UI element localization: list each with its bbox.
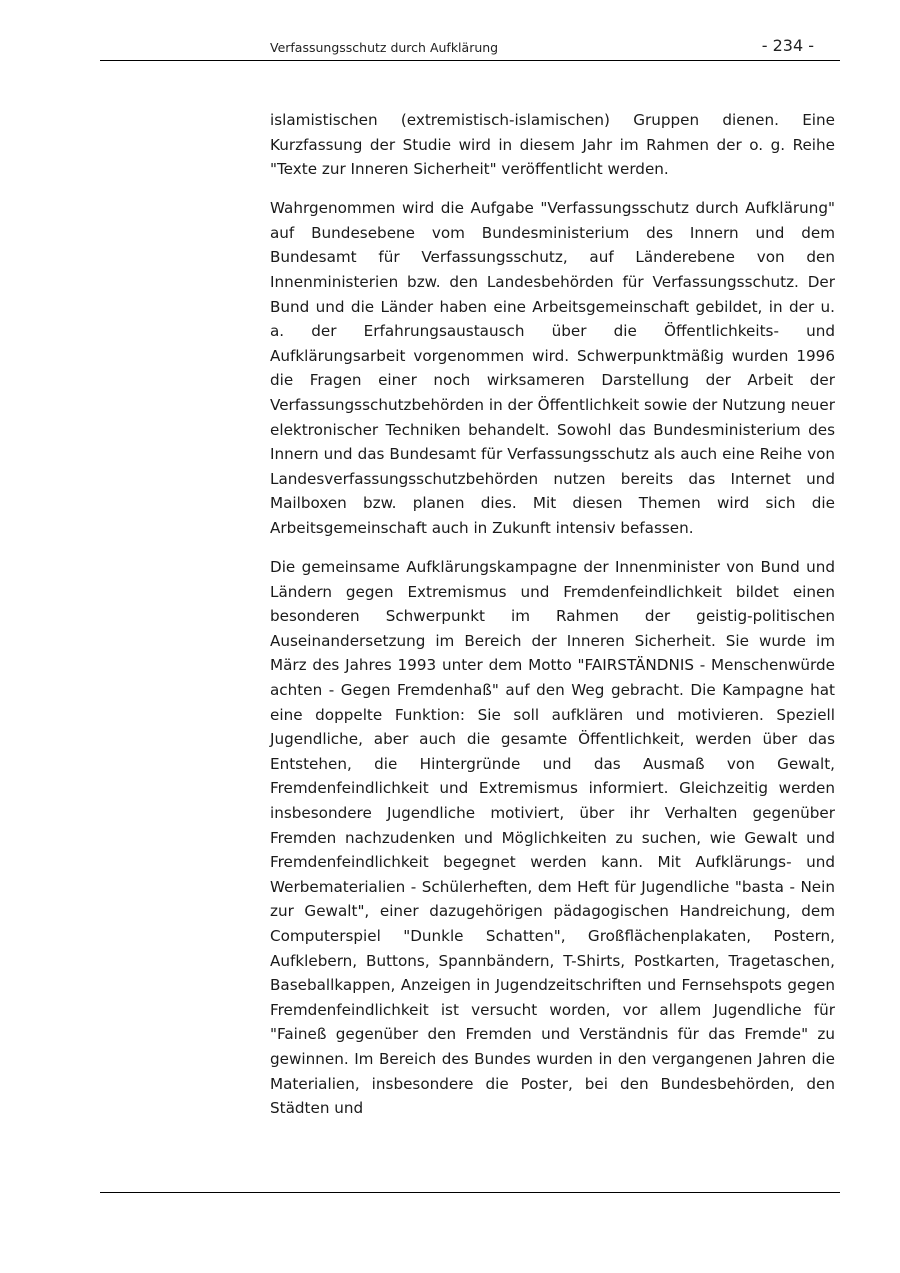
page-number: - 234 -: [761, 36, 814, 55]
body-text: [270, 108, 835, 1135]
paragraph: islamistischen (extremistisch-islamischen) Gruppen dienen. Eine Kurzfassung der Studie wird in diesem Jahr im Rahmen der o. g. Reihe "Texte zur Inneren Sicherheit" veröffentlicht werden.: [270, 111, 835, 179]
page-header: [100, 34, 840, 61]
footer-rule: [100, 1192, 840, 1193]
running-header-title: Verfassungsschutz durch Aufklärung: [270, 40, 499, 55]
paragraph: Die gemeinsame Aufklärungskampagne der Innenminister von Bund und Ländern gegen Extremismus und Fremdenfeindlichkeit bildet einen besonderen Schwerpunkt im Rahmen der geistig-politischen Auseinandersetzung im Bereich der Inneren Sicherheit. Sie wurde im März des Jahres 1993 unter dem Motto "FAIRSTÄNDNIS - Menschenwürde achten - Gegen Fremdenhaß" auf den Weg gebracht. Die Kampagne hat eine doppelte Funktion: Sie soll aufklären und motivieren. Speziell Jugendliche, aber auch die gesamte Öffentlichkeit, werden über das Entstehen, die Hintergründe und das Ausmaß von Gewalt, Fremdenfeindlichkeit und Extremismus informiert. Gleichzeitig werden insbesondere Jugendliche motiviert, über ihr Verhalten gegenüber Fremden nachzudenken und Möglichkeiten zu suchen, wie Gewalt und Fremdenfeindlichkeit begegnet werden kann. Mit Aufklärungs- und Werbematerialien - Schülerheften, dem Heft für Jugendliche "basta - Nein zur Gewalt", einer dazugehörigen pädagogischen Handreichung, dem Computerspiel "Dunkle Schatten", Großflächenplakaten, Postern, Aufklebern, Buttons, Spannbändern, T-Shirts, Postkarten, Tragetaschen, Baseballkappen, Anzeigen in Jugendzeitschriften und Fernsehspots gegen Fremdenfeindlichkeit ist versucht worden, vor allem Jugendliche für "Faineß gegenüber den Fremden und Verständnis für das Fremde" zu gewinnen. Im Bereich des Bundes wurden in den vergangenen Jahren die Materialien, insbesondere die Poster, bei den Bundesbehörden, den Städten und: [270, 558, 835, 1118]
paragraph: Wahrgenommen wird die Aufgabe "Verfassungsschutz durch Aufklärung" auf Bundesebene vom Bundesministerium des Innern und dem Bundesamt für Verfassungsschutz, auf Länderebene von den Innenministerien bzw. den Landesbehörden für Verfassungsschutz. Der Bund und die Länder haben eine Arbeitsgemeinschaft gebildet, in der u. a. der Erfahrungsaustausch über die Öffentlichkeits- und Aufklärungsarbeit vorgenommen wird. Schwerpunktmäßig wurden 1996 die Fragen einer noch wirksameren Darstellung der Arbeit der Verfassungsschutzbehörden in der Öffentlichkeit sowie der Nutzung neuer elektronischer Techniken behandelt. Sowohl das Bundesministerium des Innern und das Bundesamt für Verfassungsschutz als auch eine Reihe von Landesverfassungsschutzbehörden nutzen bereits das Internet und Mailboxen bzw. planen dies. Mit diesen Themen wird sich die Arbeitsgemeinschaft auch in Zukunft intensiv befassen.: [270, 199, 835, 537]
